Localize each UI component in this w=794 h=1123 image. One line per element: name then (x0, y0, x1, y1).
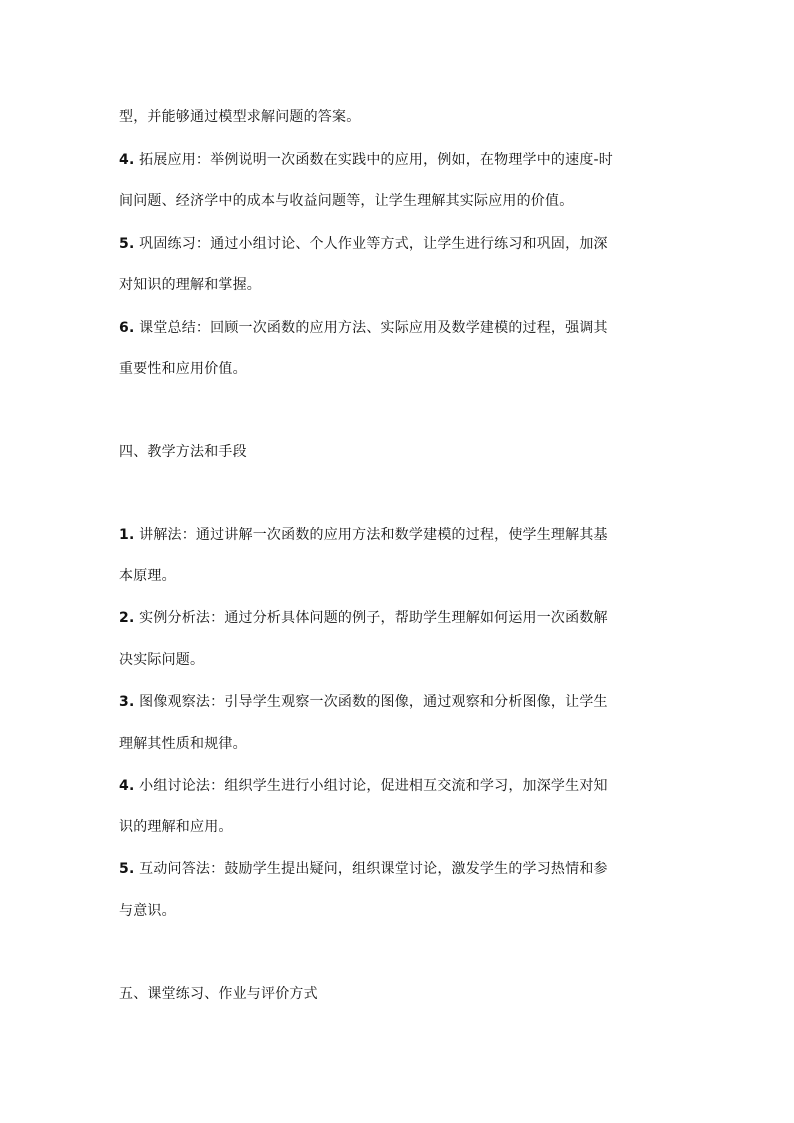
method-item-5-line-1 (119, 859, 679, 879)
list-item-5-line-2 (119, 275, 679, 295)
list-item-4-line-1 (119, 150, 679, 170)
text: 巩固练习：通过小组讨论、个人作业等方式，让学生进行练习和巩固，加深 (139, 236, 608, 252)
list-item-4-line-2 (119, 191, 679, 211)
item-number: 5. (119, 861, 135, 877)
method-item-2-line-2 (119, 650, 679, 670)
section-heading-4 (119, 442, 679, 462)
text: 讲解法：通过讲解一次函数的应用方法和数学建模的过程，使学生理解其基 (139, 527, 608, 543)
text: 拓展应用：举例说明一次函数在实践中的应用，例如，在物理学中的速度-时 (139, 152, 613, 168)
paragraph-continuation (119, 107, 679, 127)
item-number: 4. (119, 778, 135, 794)
text: 小组讨论法：组织学生进行小组讨论，促进相互交流和学习，加深学生对知 (139, 778, 608, 794)
section-heading-5 (119, 984, 679, 1004)
method-item-1-line-1 (119, 525, 679, 545)
method-item-2-line-1 (119, 608, 679, 628)
text: 互动问答法：鼓励学生提出疑问，组织课堂讨论，激发学生的学习热情和参 (139, 861, 608, 877)
method-item-1-line-2 (119, 566, 679, 586)
method-item-3-line-2 (119, 734, 679, 754)
method-item-4-line-1 (119, 776, 679, 796)
text: 课堂总结：回顾一次函数的应用方法、实际应用及数学建模的过程，强调其 (139, 320, 608, 336)
heading-text: 五、课堂练习、作业与评价方式 (119, 986, 318, 1002)
text: 间问题、经济学中的成本与收益问题等，让学生理解其实际应用的价值。 (119, 193, 574, 209)
list-item-6-line-2 (119, 359, 679, 379)
text: 本原理。 (119, 568, 176, 584)
text: 实例分析法：通过分析具体问题的例子，帮助学生理解如何运用一次函数解 (139, 610, 608, 626)
method-item-3-line-1 (119, 692, 679, 712)
method-item-5-line-2 (119, 901, 679, 921)
item-number: 2. (119, 610, 135, 626)
text: 重要性和应用价值。 (119, 361, 247, 377)
heading-text: 四、教学方法和手段 (119, 444, 247, 460)
item-number: 1. (119, 527, 135, 543)
item-number: 3. (119, 694, 135, 710)
method-item-4-line-2 (119, 817, 679, 837)
text: 型，并能够通过模型求解问题的答案。 (119, 109, 361, 125)
item-number: 4. (119, 152, 135, 168)
text: 对知识的理解和掌握。 (119, 277, 261, 293)
item-number: 6. (119, 320, 135, 336)
text: 决实际问题。 (119, 652, 205, 668)
text: 理解其性质和规律。 (119, 736, 247, 752)
text: 与意识。 (119, 903, 176, 919)
text: 图像观察法：引导学生观察一次函数的图像，通过观察和分析图像，让学生 (139, 694, 608, 710)
list-item-6-line-1 (119, 318, 679, 338)
text: 识的理解和应用。 (119, 819, 233, 835)
list-item-5-line-1 (119, 234, 679, 254)
item-number: 5. (119, 236, 135, 252)
